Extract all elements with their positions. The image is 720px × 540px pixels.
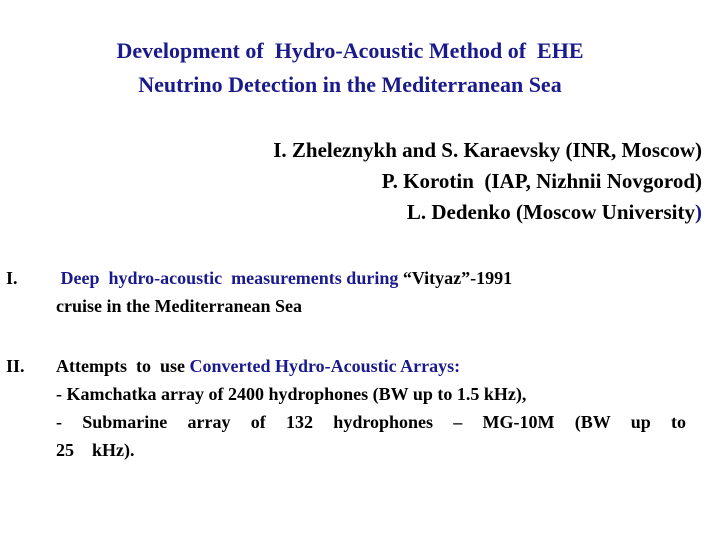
list-item-highlight: Converted Hydro-Acoustic Arrays: — [189, 356, 461, 376]
author-line-zheleznykh-karaevsky: I. Zheleznykh and S. Karaevsky (INR, Moscow) — [273, 138, 702, 162]
list-item-body — [56, 264, 696, 320]
author-line-dedenko-text: L. Dedenko (Moscow University — [406, 200, 695, 224]
authors-block — [273, 135, 702, 228]
list-item-line: cruise in the Mediterranean Sea — [56, 296, 302, 316]
list-item-number: II. — [6, 356, 25, 376]
author-line-dedenko — [273, 197, 702, 228]
list-item-line: - Kamchatka array of 2400 hydrophones (BW up to 1.5 kHz), — [56, 384, 527, 404]
slide-title-line-1: Development of Hydro-Acoustic Method of EHE — [116, 38, 584, 63]
list-item-line — [56, 352, 696, 380]
list-item-line — [56, 264, 696, 292]
list-item-text: “Vityaz”-1991 — [402, 268, 513, 288]
list-item-line: - Submarine array of 132 hydrophones – MG-10M (BW up to — [56, 412, 686, 432]
author-line-korotin: P. Korotin (IAP, Nizhnii Novgorod) — [381, 169, 702, 193]
list-item-number: I. — [6, 268, 18, 288]
list-item-text: Attempts to use — [56, 356, 190, 376]
list-item-highlight: Deep hydro-acoustic measurements during — [56, 268, 403, 288]
author-line-dedenko-paren: ) — [695, 200, 702, 224]
list-item-line: 25 kHz). — [56, 440, 135, 460]
slide-title-line-2: Neutrino Detection in the Mediterranean Sea — [138, 72, 562, 97]
list-item-body — [56, 352, 696, 464]
